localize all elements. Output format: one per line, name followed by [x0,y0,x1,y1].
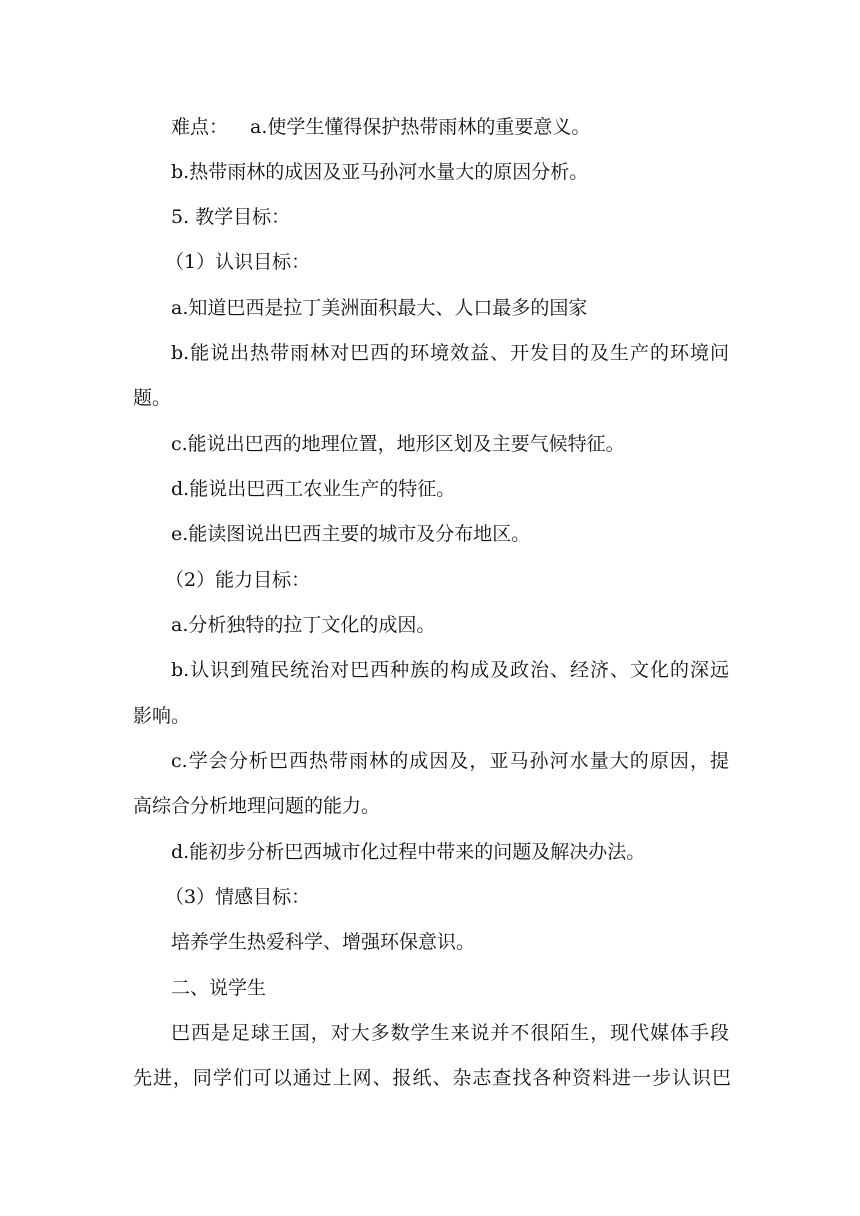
ability-goal-d: d.能初步分析巴西城市化过程中带来的问题及解决办法。 [171,841,646,863]
cognitive-goal-a: a.知道巴西是拉丁美洲面积最大、人口最多的国家 [171,297,588,319]
difficulty-label: 难点： [171,116,229,138]
teaching-goals-heading: 5. 教学目标： [171,206,291,228]
ability-goal-c-line2: 高综合分析地理问题的能力。 [133,795,381,817]
students-paragraph-line2: 先进，同学们可以通过上网、报纸、杂志查找各种资料进一步认识巴 [133,1067,731,1089]
cognitive-goal-b-line2: 题。 [133,387,172,409]
section-two-heading: 二、说学生 [171,977,267,999]
difficulty-item-a: a.使学生懂得保护热带雨林的重要意义。 [250,116,591,138]
cognitive-goals-heading: （1）认识目标： [165,251,311,273]
ability-goal-c-line1: c.学会分析巴西热带雨林的成因及，亚马孙河水量大的原因，提 [171,750,729,772]
ability-goal-b-line1: b.认识到殖民统治对巴西种族的构成及政治、经济、文化的深远 [171,659,729,681]
emotion-goals-heading: （3）情感目标： [165,886,311,908]
difficulty-line [171,114,771,140]
difficulty-item-b: b.热带雨林的成因及亚马孙河水量大的原因分析。 [171,161,589,183]
ability-goal-b-line2: 影响。 [133,705,191,727]
cognitive-goal-c: c.能说出巴西的地理位置，地形区划及主要气候特征。 [171,433,625,455]
students-paragraph-line1: 巴西是足球王国，对大多数学生来说并不很陌生，现代媒体手段 [171,1022,729,1044]
cognitive-goal-b-line1: b.能说出热带雨林对巴西的环境效益、开发目的及生产的环境问 [171,342,729,364]
cognitive-goal-e: e.能读图说出巴西主要的城市及分布地区。 [171,523,531,545]
ability-goal-a: a.分析独特的拉丁文化的成因。 [171,614,436,636]
ability-goals-heading: （2）能力目标： [165,569,311,591]
cognitive-goal-d: d.能说出巴西工农业生产的特征。 [171,478,456,500]
emotion-goal-text: 培养学生热爱科学、增强环保意识。 [171,931,476,953]
